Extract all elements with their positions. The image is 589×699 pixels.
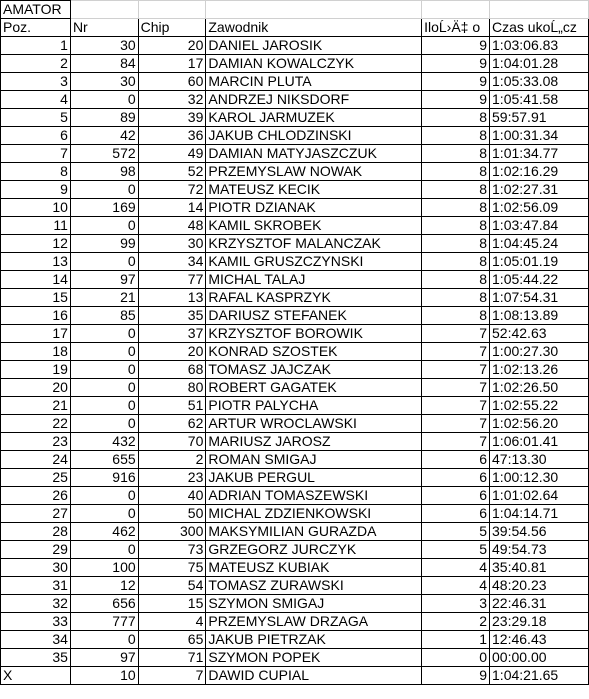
- table-row: [1, 469, 589, 487]
- cell-ilosc: 9: [422, 55, 490, 73]
- cell-poz: X: [1, 667, 71, 685]
- cell-zawodnik: JAKUB CHLODZINSKI: [206, 127, 422, 145]
- cell-czas: 12:46.43: [490, 631, 589, 649]
- cell-zawodnik: TOMASZ JAJCZAK: [206, 361, 422, 379]
- cell-chip: 62: [138, 415, 206, 433]
- cell-nr: 0: [70, 631, 138, 649]
- cell-zawodnik: DAMIAN KOWALCZYK: [206, 55, 422, 73]
- cell-poz: 16: [1, 307, 71, 325]
- cell-czas: 1:04:01.28: [490, 55, 589, 73]
- cell-ilosc: 5: [422, 541, 490, 559]
- header-czas: Czas ukoĹ„cz: [490, 19, 589, 37]
- cell-nr: 0: [70, 415, 138, 433]
- cell-chip: 17: [138, 55, 206, 73]
- cell-nr: 656: [70, 595, 138, 613]
- cell-czas: 1:03:06.83: [490, 37, 589, 55]
- cell-poz: 8: [1, 163, 71, 181]
- cell-chip: 65: [138, 631, 206, 649]
- cell-poz: 19: [1, 361, 71, 379]
- table-row: [1, 487, 589, 505]
- table-row: [1, 145, 589, 163]
- cell-poz: 25: [1, 469, 71, 487]
- cell-zawodnik: KONRAD SZOSTEK: [206, 343, 422, 361]
- cell-zawodnik: ADRIAN TOMASZEWSKI: [206, 487, 422, 505]
- cell-poz: 29: [1, 541, 71, 559]
- cell-zawodnik: ANDRZEJ NIKSDORF: [206, 91, 422, 109]
- cell-ilosc: 8: [422, 199, 490, 217]
- cell-nr: 0: [70, 541, 138, 559]
- cell-ilosc: 2: [422, 613, 490, 631]
- cell-zawodnik: DANIEL JAROSIK: [206, 37, 422, 55]
- table-row: [1, 235, 589, 253]
- cell-poz: 28: [1, 523, 71, 541]
- table-row: [1, 181, 589, 199]
- table-row: [1, 253, 589, 271]
- cell-poz: 7: [1, 145, 71, 163]
- table-row: [1, 415, 589, 433]
- cell-nr: 100: [70, 559, 138, 577]
- table-row: [1, 271, 589, 289]
- cell-nr: 0: [70, 397, 138, 415]
- cell-chip: 300: [138, 523, 206, 541]
- cell-czas: 1:02:26.50: [490, 379, 589, 397]
- cell-czas: 1:02:27.31: [490, 181, 589, 199]
- cell-czas: 1:08:13.89: [490, 307, 589, 325]
- cell-nr: 0: [70, 343, 138, 361]
- cell-czas: 1:06:01.41: [490, 433, 589, 451]
- cell-ilosc: 7: [422, 361, 490, 379]
- table-row: [1, 523, 589, 541]
- cell-chip: 73: [138, 541, 206, 559]
- cell-zawodnik: PRZEMYSLAW DRZAGA: [206, 613, 422, 631]
- cell-nr: 97: [70, 271, 138, 289]
- cell-zawodnik: ROMAN SMIGAJ: [206, 451, 422, 469]
- cell-zawodnik: PIOTR PALYCHA: [206, 397, 422, 415]
- cell-ilosc: 6: [422, 487, 490, 505]
- cell-chip: 14: [138, 199, 206, 217]
- cell-ilosc: 9: [422, 73, 490, 91]
- cell-czas: 1:02:56.09: [490, 199, 589, 217]
- cell-chip: 70: [138, 433, 206, 451]
- cell-chip: 23: [138, 469, 206, 487]
- cell-zawodnik: PIOTR DZIANAK: [206, 199, 422, 217]
- cell-zawodnik: TOMASZ ZURAWSKI: [206, 577, 422, 595]
- cell-chip: 7: [138, 667, 206, 685]
- cell-nr: 0: [70, 253, 138, 271]
- cell-ilosc: 6: [422, 451, 490, 469]
- cell-nr: 10: [70, 667, 138, 685]
- cell-chip: 36: [138, 127, 206, 145]
- cell-nr: 42: [70, 127, 138, 145]
- cell-nr: 30: [70, 37, 138, 55]
- cell-nr: 21: [70, 289, 138, 307]
- cell-zawodnik: RAFAL KASPRZYK: [206, 289, 422, 307]
- cell-zawodnik: SZYMON POPEK: [206, 649, 422, 667]
- cell-nr: 432: [70, 433, 138, 451]
- header-zawodnik: Zawodnik: [206, 19, 422, 37]
- cell-nr: 0: [70, 325, 138, 343]
- cell-poz: 2: [1, 55, 71, 73]
- table-row: [1, 199, 589, 217]
- table-row: [1, 55, 589, 73]
- cell-zawodnik: SZYMON SMIGAJ: [206, 595, 422, 613]
- table-row: [1, 343, 589, 361]
- cell-nr: 0: [70, 505, 138, 523]
- cell-ilosc: 7: [422, 379, 490, 397]
- table-row: [1, 595, 589, 613]
- cell-ilosc: 8: [422, 253, 490, 271]
- table-row: [1, 433, 589, 451]
- cell-czas: 1:00:27.30: [490, 343, 589, 361]
- cell-nr: 99: [70, 235, 138, 253]
- cell-nr: 0: [70, 487, 138, 505]
- cell-nr: 777: [70, 613, 138, 631]
- table-row: [1, 451, 589, 469]
- cell-chip: 80: [138, 379, 206, 397]
- cell-chip: 32: [138, 91, 206, 109]
- table-row: [1, 73, 589, 91]
- cell-ilosc: 8: [422, 145, 490, 163]
- cell-chip: 51: [138, 397, 206, 415]
- cell-czas: 1:04:21.65: [490, 667, 589, 685]
- cell-zawodnik: MAKSYMILIAN GURAZDA: [206, 523, 422, 541]
- table-row: [1, 37, 589, 55]
- cell-chip: 39: [138, 109, 206, 127]
- cell-zawodnik: KRZYSZTOF BOROWIK: [206, 325, 422, 343]
- cell-poz: 21: [1, 397, 71, 415]
- cell-poz: 27: [1, 505, 71, 523]
- table-row: [1, 541, 589, 559]
- cell-zawodnik: MARCIN PLUTA: [206, 73, 422, 91]
- cell-ilosc: 8: [422, 217, 490, 235]
- title-row: [1, 1, 589, 19]
- cell-chip: 75: [138, 559, 206, 577]
- cell-ilosc: 8: [422, 235, 490, 253]
- cell-czas: 1:04:45.24: [490, 235, 589, 253]
- cell-nr: 97: [70, 649, 138, 667]
- cell-chip: 37: [138, 325, 206, 343]
- cell-poz: 23: [1, 433, 71, 451]
- cell-poz: 32: [1, 595, 71, 613]
- cell-poz: 11: [1, 217, 71, 235]
- cell-zawodnik: KAROL JARMUZEK: [206, 109, 422, 127]
- sheet-title: AMATOR: [1, 1, 71, 19]
- cell-poz: 34: [1, 631, 71, 649]
- cell-czas: 00:00.00: [490, 649, 589, 667]
- cell-czas: 49:54.73: [490, 541, 589, 559]
- cell-ilosc: 8: [422, 289, 490, 307]
- cell-ilosc: 5: [422, 523, 490, 541]
- cell-ilosc: 8: [422, 109, 490, 127]
- cell-poz: 35: [1, 649, 71, 667]
- cell-zawodnik: ROBERT GAGATEK: [206, 379, 422, 397]
- cell-czas: 1:01:34.77: [490, 145, 589, 163]
- cell-chip: 68: [138, 361, 206, 379]
- cell-zawodnik: PRZEMYSLAW NOWAK: [206, 163, 422, 181]
- cell-chip: 52: [138, 163, 206, 181]
- cell-nr: 0: [70, 217, 138, 235]
- cell-nr: 98: [70, 163, 138, 181]
- table-row: [1, 127, 589, 145]
- cell-czas: 1:05:01.19: [490, 253, 589, 271]
- cell-czas: 1:02:55.22: [490, 397, 589, 415]
- table-row: [1, 559, 589, 577]
- cell-chip: 30: [138, 235, 206, 253]
- cell-zawodnik: GRZEGORZ JURCZYK: [206, 541, 422, 559]
- cell-ilosc: 4: [422, 577, 490, 595]
- cell-czas: 1:00:31.34: [490, 127, 589, 145]
- cell-nr: 30: [70, 73, 138, 91]
- cell-czas: 1:02:13.26: [490, 361, 589, 379]
- cell-czas: 1:05:44.22: [490, 271, 589, 289]
- cell-czas: 23:29.18: [490, 613, 589, 631]
- header-ilosc: IloĹ›Ä‡ o: [422, 19, 490, 37]
- cell-czas: 1:00:12.30: [490, 469, 589, 487]
- cell-czas: 47:13.30: [490, 451, 589, 469]
- cell-czas: 1:03:47.84: [490, 217, 589, 235]
- cell-czas: 59:57.91: [490, 109, 589, 127]
- cell-chip: 20: [138, 37, 206, 55]
- cell-poz: 17: [1, 325, 71, 343]
- cell-zawodnik: JAKUB PERGUL: [206, 469, 422, 487]
- cell-czas: 39:54.56: [490, 523, 589, 541]
- cell-chip: 34: [138, 253, 206, 271]
- cell-chip: 20: [138, 343, 206, 361]
- cell-poz: 26: [1, 487, 71, 505]
- cell-chip: 15: [138, 595, 206, 613]
- cell-poz: 3: [1, 73, 71, 91]
- cell-nr: 462: [70, 523, 138, 541]
- cell-poz: 14: [1, 271, 71, 289]
- cell-nr: 0: [70, 91, 138, 109]
- cell-chip: 2: [138, 451, 206, 469]
- cell-czas: 1:02:16.29: [490, 163, 589, 181]
- cell-ilosc: 8: [422, 271, 490, 289]
- cell-czas: 1:01:02.64: [490, 487, 589, 505]
- cell-zawodnik: KAMIL GRUSZCZYNSKI: [206, 253, 422, 271]
- cell-zawodnik: JAKUB PIETRZAK: [206, 631, 422, 649]
- cell-zawodnik: MICHAL TALAJ: [206, 271, 422, 289]
- cell-poz: 10: [1, 199, 71, 217]
- cell-poz: 13: [1, 253, 71, 271]
- cell-zawodnik: KRZYSZTOF MALANCZAK: [206, 235, 422, 253]
- cell-czas: 35:40.81: [490, 559, 589, 577]
- cell-czas: 1:02:56.20: [490, 415, 589, 433]
- cell-czas: 48:20.23: [490, 577, 589, 595]
- table-row: [1, 289, 589, 307]
- cell-nr: 0: [70, 379, 138, 397]
- table-row: [1, 109, 589, 127]
- cell-chip: 13: [138, 289, 206, 307]
- cell-poz: 31: [1, 577, 71, 595]
- cell-ilosc: 6: [422, 505, 490, 523]
- cell-nr: 572: [70, 145, 138, 163]
- cell-czas: 22:46.31: [490, 595, 589, 613]
- cell-ilosc: 4: [422, 559, 490, 577]
- cell-chip: 40: [138, 487, 206, 505]
- table-row: [1, 505, 589, 523]
- cell-nr: 84: [70, 55, 138, 73]
- cell-poz: 9: [1, 181, 71, 199]
- table-row: [1, 667, 589, 685]
- cell-ilosc: 9: [422, 667, 490, 685]
- header-poz: Poz.: [1, 19, 71, 37]
- cell-zawodnik: MARIUSZ JAROSZ: [206, 433, 422, 451]
- cell-nr: 85: [70, 307, 138, 325]
- cell-ilosc: 6: [422, 469, 490, 487]
- cell-ilosc: 7: [422, 415, 490, 433]
- cell-zawodnik: MATEUSZ KECIK: [206, 181, 422, 199]
- cell-poz: 15: [1, 289, 71, 307]
- cell-nr: 12: [70, 577, 138, 595]
- cell-poz: 18: [1, 343, 71, 361]
- cell-czas: 1:05:41.58: [490, 91, 589, 109]
- cell-nr: 0: [70, 361, 138, 379]
- table-row: [1, 649, 589, 667]
- cell-poz: 5: [1, 109, 71, 127]
- cell-czas: 52:42.63: [490, 325, 589, 343]
- cell-ilosc: 8: [422, 127, 490, 145]
- cell-chip: 4: [138, 613, 206, 631]
- table-row: [1, 325, 589, 343]
- cell-chip: 49: [138, 145, 206, 163]
- cell-czas: 1:07:54.31: [490, 289, 589, 307]
- table-row: [1, 631, 589, 649]
- cell-ilosc: 8: [422, 181, 490, 199]
- cell-chip: 50: [138, 505, 206, 523]
- cell-zawodnik: KAMIL SKROBEK: [206, 217, 422, 235]
- cell-zawodnik: DARIUSZ STEFANEK: [206, 307, 422, 325]
- cell-nr: 89: [70, 109, 138, 127]
- header-chip: Chip: [138, 19, 206, 37]
- cell-nr: 169: [70, 199, 138, 217]
- cell-chip: 77: [138, 271, 206, 289]
- cell-chip: 71: [138, 649, 206, 667]
- cell-nr: 655: [70, 451, 138, 469]
- cell-ilosc: 7: [422, 433, 490, 451]
- cell-chip: 72: [138, 181, 206, 199]
- table-row: [1, 361, 589, 379]
- cell-chip: 60: [138, 73, 206, 91]
- cell-ilosc: 8: [422, 307, 490, 325]
- table-row: [1, 379, 589, 397]
- table-row: [1, 307, 589, 325]
- cell-nr: 916: [70, 469, 138, 487]
- cell-chip: 35: [138, 307, 206, 325]
- cell-zawodnik: MICHAL ZDZIENKOWSKI: [206, 505, 422, 523]
- cell-zawodnik: ARTUR WROCLAWSKI: [206, 415, 422, 433]
- cell-ilosc: 0: [422, 649, 490, 667]
- cell-czas: 1:05:33.08: [490, 73, 589, 91]
- cell-czas: 1:04:14.71: [490, 505, 589, 523]
- cell-ilosc: 9: [422, 37, 490, 55]
- table-row: [1, 217, 589, 235]
- cell-chip: 54: [138, 577, 206, 595]
- table-row: [1, 91, 589, 109]
- cell-ilosc: 7: [422, 397, 490, 415]
- table-row: [1, 163, 589, 181]
- cell-zawodnik: DAMIAN MATYJASZCZUK: [206, 145, 422, 163]
- cell-poz: 12: [1, 235, 71, 253]
- cell-poz: 24: [1, 451, 71, 469]
- cell-poz: 33: [1, 613, 71, 631]
- cell-chip: 48: [138, 217, 206, 235]
- cell-poz: 30: [1, 559, 71, 577]
- cell-poz: 20: [1, 379, 71, 397]
- cell-ilosc: 8: [422, 163, 490, 181]
- cell-poz: 1: [1, 37, 71, 55]
- table-row: [1, 613, 589, 631]
- cell-zawodnik: MATEUSZ KUBIAK: [206, 559, 422, 577]
- header-row: [1, 19, 589, 37]
- cell-poz: 4: [1, 91, 71, 109]
- cell-ilosc: 7: [422, 325, 490, 343]
- table-row: [1, 397, 589, 415]
- cell-ilosc: 3: [422, 595, 490, 613]
- table-row: [1, 577, 589, 595]
- cell-nr: 0: [70, 181, 138, 199]
- cell-poz: 6: [1, 127, 71, 145]
- cell-ilosc: 7: [422, 343, 490, 361]
- cell-poz: 22: [1, 415, 71, 433]
- cell-ilosc: 9: [422, 91, 490, 109]
- cell-zawodnik: DAWID CUPIAL: [206, 667, 422, 685]
- cell-ilosc: 1: [422, 631, 490, 649]
- header-nr: Nr: [70, 19, 138, 37]
